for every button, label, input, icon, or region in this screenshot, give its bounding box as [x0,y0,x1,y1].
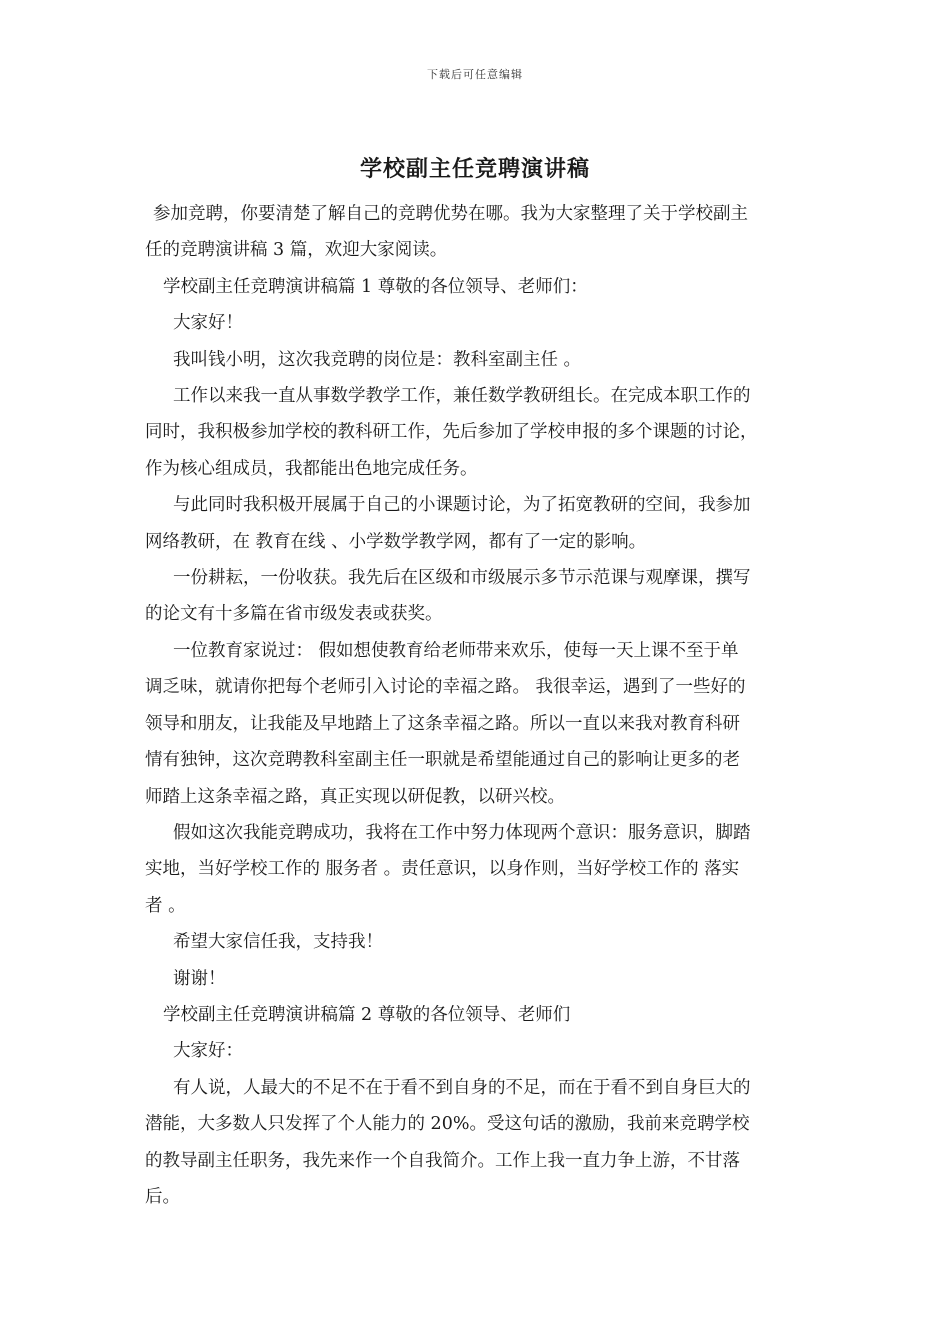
body-line: 的教导副主任职务，我先来作一个自我简介。工作上我一直力争上游，不甘落 [145,1150,740,1171]
body-line: 大家好！ [173,313,243,334]
body-line: 一份耕耘，一份收获。我先后在区级和市级展示多节示范课与观摩课，撰写 [173,568,751,589]
body-line: 与此同时我积极开展属于自己的小课题讨论，为了拓宽教研的空间，我参加 [173,495,751,516]
body-line: 实地，当好学校工作的 服务者 。责任意识，以身作则，当好学校工作的 落实 [145,859,740,880]
body-line: 领导和朋友，让我能及早地踏上了这条幸福之路。所以一直以来我对教育科研 [145,713,740,734]
body-line: 后。 [145,1186,180,1207]
body-line: 网络教研，在 教育在线 、小学数学教学网，都有了一定的影响。 [145,531,647,552]
body-line: 同时，我积极参加学校的教科研工作，先后参加了学校申报的多个课题的讨论， [145,422,758,443]
body-line: 假如这次我能竞聘成功，我将在工作中努力体现两个意识：服务意识，脚踏 [173,822,751,843]
body-line: 希望大家信任我，支持我！ [173,932,383,953]
body-line: 一位教育家说过： 假如想使教育给老师带来欢乐，使每一天上课不至于单 [173,640,739,661]
body-line: 参加竞聘，你要清楚了解自己的竞聘优势在哪。我为大家整理了关于学校副主 [153,204,748,224]
body-line: 我叫钱小明，这次我竞聘的岗位是：教科室副主任 。 [173,349,582,370]
body-line: 工作以来我一直从事数学教学工作，兼任数学教研组长。在完成本职工作的 [173,386,751,407]
body-line: 谢谢！ [173,968,226,989]
body-line: 潜能，大多数人只发挥了个人能力的 20%。受这句话的激励，我前来竞聘学校 [145,1114,750,1135]
body-line: 学校副主任竞聘演讲稿篇 1 尊敬的各位领导、老师们： [163,276,588,297]
body-line: 大家好： [173,1041,243,1062]
body-line: 作为核心组成员，我都能出色地完成任务。 [145,458,478,479]
document-title: 学校副主任竞聘演讲稿 [359,156,590,182]
body-line: 学校副主任竞聘演讲稿篇 2 尊敬的各位领导、老师们 [163,1004,571,1025]
document-body [145,196,810,1215]
body-line: 任的竞聘演讲稿 3 篇，欢迎大家阅读。 [145,240,448,261]
page-header-note: 下载后可任意编辑 [427,68,523,81]
body-line: 者 。 [145,895,186,916]
body-line: 的论文有十多篇在省市级发表或获奖。 [145,604,443,625]
body-line: 师踏上这条幸福之路，真正实现以研促教，以研兴校。 [145,786,565,807]
body-line: 有人说，人最大的不足不在于看不到自身的不足，而在于看不到自身巨大的 [173,1077,751,1098]
body-line: 调乏味，就请你把每个老师引入讨论的幸福之路。 我很幸运，遇到了一些好的 [145,677,746,698]
body-line: 情有独钟，这次竞聘教科室副主任一职就是希望能通过自己的影响让更多的老 [145,750,740,771]
